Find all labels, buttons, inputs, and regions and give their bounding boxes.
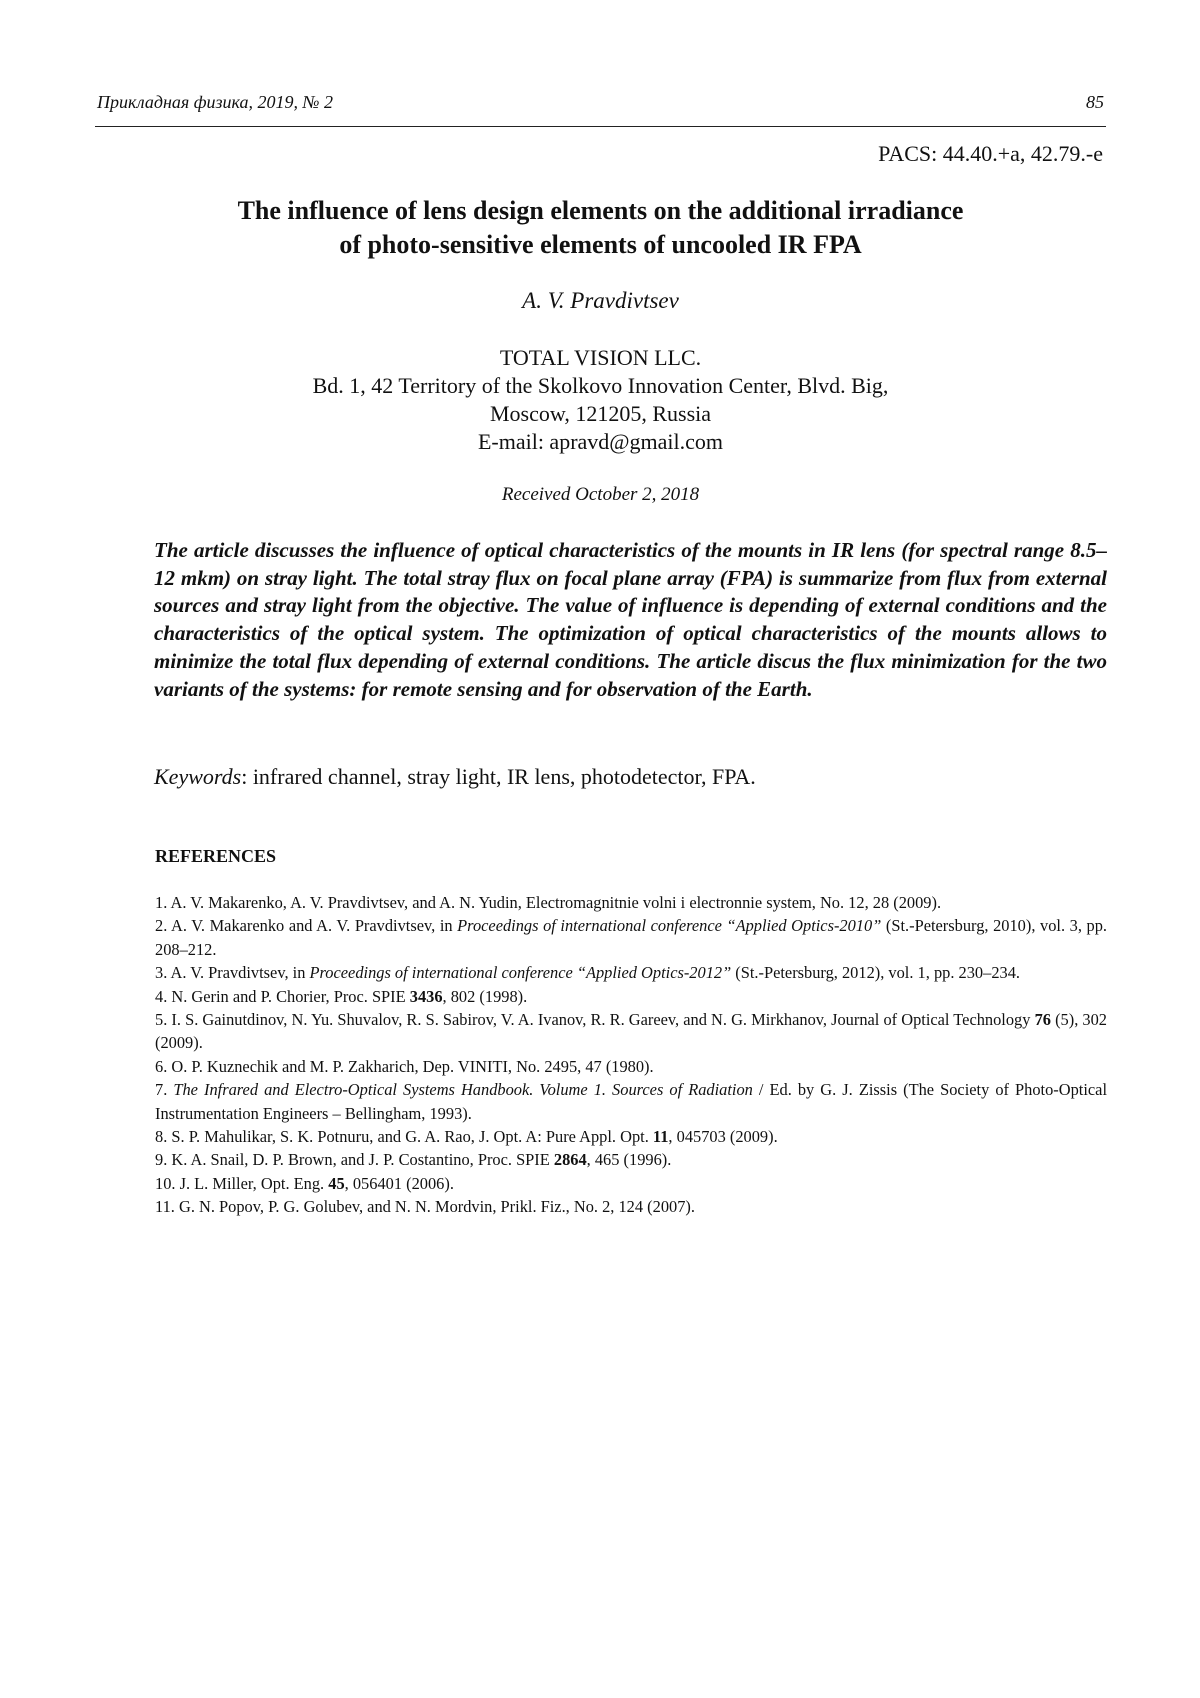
received-date: Received October 2, 2018 [95, 484, 1106, 506]
reference-text: 8. S. P. Mahulikar, S. K. Potnuru, and G. A. Rao, J. Opt. A: Pure Appl. Opt. [155, 1127, 653, 1146]
reference-volume: 11 [653, 1127, 669, 1146]
references-heading: REFERENCES [155, 846, 276, 867]
affiliation-email: E-mail: apravd@gmail.com [95, 428, 1106, 456]
reference-text: 1. A. V. Makarenko, A. V. Pravdivtsev, and A. N. Yudin, Electromagnitnie volni i electronnie system, No. 12, 28 (2009). [155, 893, 941, 912]
reference-item [155, 891, 1107, 914]
reference-item [155, 1125, 1107, 1148]
reference-tail: (5), 302 (2009). [155, 1010, 1107, 1052]
title-line: of photo-sensitive elements of uncooled IR FPA [95, 228, 1106, 262]
reference-item [155, 961, 1107, 984]
reference-item [155, 1055, 1107, 1078]
reference-item [155, 1172, 1107, 1195]
article-title [95, 194, 1106, 262]
reference-text: 11. G. N. Popov, P. G. Golubev, and N. N. Mordvin, Prikl. Fiz., No. 2, 124 (2007). [155, 1197, 695, 1216]
abstract: The article discusses the influence of optical characteristics of the mounts in IR lens (for spectral range 8.5–12 mkm) on stray light. The total stray flux on focal plane array (FPA) is summarize from flux from external sources and stray light from the objective. The value of influence is depending of external conditions and the characteristics of the optical system. The optimization of optical characteristics of the mounts allows to minimize the total flux depending of external conditions. The article discus the flux minimization for the two variants of the systems: for remote sensing and for observation of the Earth. [154, 537, 1107, 703]
reference-italic: The Infrared and Electro-Optical Systems Handbook. Volume 1. Sources of Radiation [173, 1080, 752, 1099]
reference-tail: / Ed. by G. J. Zissis (The Society of Photo-Optical Instrumentation Engineers – Bellingham, 1993). [155, 1080, 1107, 1122]
references-list [155, 891, 1107, 1219]
reference-tail: , 056401 (2006). [345, 1174, 454, 1193]
reference-text: 2. A. V. Makarenko and A. V. Pravdivtsev, in [155, 916, 457, 935]
reference-volume: 2864 [554, 1150, 587, 1169]
reference-text: 10. J. L. Miller, Opt. Eng. [155, 1174, 328, 1193]
reference-text: 5. I. S. Gainutdinov, N. Yu. Shuvalov, R. S. Sabirov, V. A. Ivanov, R. R. Gareev, and N. G. Mirkhanov, Journal of Optical Technology [155, 1010, 1035, 1029]
reference-text: 9. K. A. Snail, D. P. Brown, and J. P. Costantino, Proc. SPIE [155, 1150, 554, 1169]
reference-text: 4. N. Gerin and P. Chorier, Proc. SPIE [155, 987, 410, 1006]
reference-text: 3. A. V. Pravdivtsev, in [155, 963, 310, 982]
running-head [95, 92, 1106, 127]
reference-item [155, 1008, 1107, 1055]
affiliation [95, 344, 1106, 456]
reference-volume: 76 [1035, 1010, 1051, 1029]
reference-text: 6. O. P. Kuznechik and M. P. Zakharich, Dep. VINITI, No. 2495, 47 (1980). [155, 1057, 654, 1076]
affiliation-city: Moscow, 121205, Russia [95, 400, 1106, 428]
reference-tail: (St.-Petersburg, 2012), vol. 1, pp. 230–234. [731, 963, 1020, 982]
reference-volume: 45 [328, 1174, 344, 1193]
reference-item [155, 1148, 1107, 1171]
reference-tail: , 045703 (2009). [668, 1127, 777, 1146]
affiliation-address: Bd. 1, 42 Territory of the Skolkovo Innovation Center, Blvd. Big, [95, 372, 1106, 400]
keywords [154, 764, 1107, 790]
reference-item [155, 1078, 1107, 1125]
pacs-codes: PACS: 44.40.+a, 42.79.-e [878, 141, 1103, 167]
journal-name: Прикладная физика, 2019, № 2 [97, 92, 333, 113]
title-line: The influence of lens design elements on the additional irradiance [95, 194, 1106, 228]
affiliation-company: TOTAL VISION LLC. [95, 344, 1106, 372]
reference-item [155, 914, 1107, 961]
keywords-separator: : [241, 764, 253, 789]
reference-italic: Proceedings of international conference “Applied Optics-2010” [457, 916, 881, 935]
reference-tail: , 802 (1998). [443, 987, 528, 1006]
reference-italic: Proceedings of international conference “Applied Optics-2012” [310, 963, 732, 982]
keywords-label: Keywords [154, 764, 241, 789]
reference-tail: (St.-Petersburg, 2010), vol. 3, pp. 208–212. [155, 916, 1107, 958]
reference-text: 7. [155, 1080, 173, 1099]
reference-tail: , 465 (1996). [587, 1150, 672, 1169]
page-number: 85 [1086, 92, 1104, 113]
reference-volume: 3436 [410, 987, 443, 1006]
reference-item [155, 985, 1107, 1008]
keywords-text: infrared channel, stray light, IR lens, photodetector, FPA. [253, 764, 756, 789]
reference-item [155, 1195, 1107, 1218]
author-name: A. V. Pravdivtsev [95, 288, 1106, 314]
